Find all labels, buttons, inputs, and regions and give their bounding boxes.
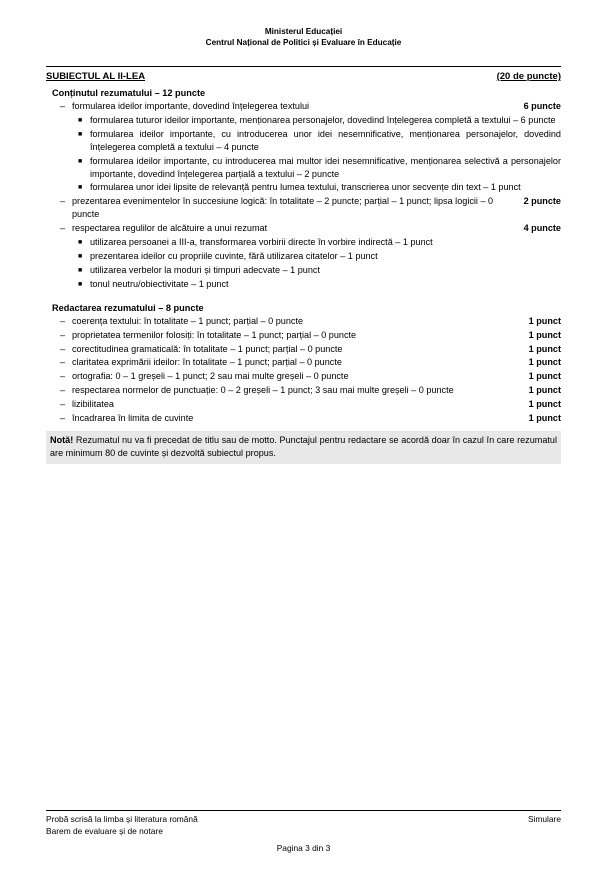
dash-marker: – <box>60 385 66 396</box>
dash-marker: – <box>60 399 66 410</box>
dash-marker: – <box>60 315 66 326</box>
redaction-text: ortografia: 0 – 1 greșeli – 1 punct; 2 sau mai multe greșeli – 0 puncte <box>72 371 349 382</box>
criterion-text: prezentarea evenimentelor în succesiune logică: în totalitate – 2 puncte; parțial – 1 punct; lipsa logicii – 0 puncte <box>72 196 494 220</box>
sub-criterion-text: utilizarea verbelor la moduri și timpuri adecvate – 1 punct <box>90 264 320 275</box>
header-divider <box>46 66 561 67</box>
redaction-row <box>60 412 561 425</box>
redaction-row <box>60 356 561 369</box>
dash-marker: – <box>60 343 66 354</box>
note-label: Notă! <box>50 434 74 445</box>
subject-points: (20 de puncte) <box>496 71 561 82</box>
redaction-text: coerența textului: în totalitate – 1 punct; parțial – 0 puncte <box>72 315 304 326</box>
criterion-points: 4 puncte <box>523 223 561 234</box>
sub-criterion-text: formularea unor idei lipsite de relevanță pentru lumea textului, transcrierea unor secvențe din text – 1 punct <box>90 182 521 193</box>
sub-criterion-text: formularea tuturor ideilor importante, menționarea personajelor, dovedind înțelegerea completă a textului – 6 puncte <box>90 114 556 125</box>
redaction-points: 1 punct <box>528 329 561 340</box>
bullet-marker: ■ <box>78 184 83 192</box>
redaction-points: 1 punct <box>528 371 561 382</box>
criterion-item <box>60 195 561 221</box>
bullet-marker: ■ <box>78 116 83 124</box>
subject-heading <box>46 71 561 82</box>
redaction-points: 1 punct <box>528 399 561 410</box>
document-header <box>0 0 607 49</box>
redaction-row <box>60 343 561 356</box>
criterion-points: 2 puncte <box>523 196 561 207</box>
dash-marker: – <box>60 101 66 111</box>
redaction-points: 1 punct <box>528 357 561 368</box>
dash-marker: – <box>60 329 66 340</box>
section-redaction-title: Redactarea rezumatului – 8 puncte <box>52 302 204 313</box>
redaction-text: proprietatea termenilor folosiți: în totalitate – 1 punct; parțial – 0 puncte <box>72 329 357 340</box>
header-ministry: Ministerul Educației <box>264 27 343 36</box>
document-footer <box>46 810 561 853</box>
dash-marker: – <box>60 223 66 234</box>
redaction-text: încadrarea în limita de cuvinte <box>72 413 194 424</box>
note-box <box>46 431 561 464</box>
redaction-text: respectarea normelor de punctuație: 0 – 2 greșeli – 1 punct; 3 sau mai multe greșeli – 0 puncte <box>72 385 454 396</box>
dash-marker: – <box>60 196 66 207</box>
redaction-row <box>60 329 561 342</box>
header-center: Centrul Național de Politici și Evaluare în Educație <box>205 37 402 47</box>
dash-marker: – <box>60 357 66 368</box>
redaction-points: 1 punct <box>528 315 561 326</box>
bullet-marker: ■ <box>78 266 83 274</box>
criterion-item <box>60 222 561 235</box>
sub-criterion-text: formularea ideilor importante, cu introducerea mai multor idei nesemnificative, menționarea selectivă a personajelor importante, dovedind înțelegerea parțială a textului – 2 puncte <box>90 155 561 179</box>
dash-marker: – <box>60 413 66 424</box>
sub-criterion-item <box>78 181 561 194</box>
section-content-title: Conținutul rezumatului – 12 puncte <box>52 88 206 98</box>
page-number: Pagina 3 din 3 <box>276 843 331 853</box>
redaction-text: corectitudinea gramaticală: în totalitate – 1 punct; parțial – 0 puncte <box>72 343 343 354</box>
footer-session: Simulare <box>527 814 561 825</box>
sub-criterion-text: formularea ideilor importante, cu introducerea unor idei nesemnificative, menționarea personajelor, dovedind înțelegerea completă a textului – 4 puncte <box>90 128 561 152</box>
bullet-marker: ■ <box>78 252 83 260</box>
bullet-marker: ■ <box>78 239 83 247</box>
criterion-points: 6 puncte <box>523 101 561 111</box>
redaction-points: 1 punct <box>528 385 561 396</box>
bullet-marker: ■ <box>78 280 83 288</box>
criterion-text: respectarea regulilor de alcătuire a unui rezumat <box>72 223 268 234</box>
subject-title: SUBIECTUL AL II-LEA <box>46 71 146 82</box>
redaction-row <box>60 398 561 411</box>
redaction-text: lizibilitatea <box>72 399 114 410</box>
sub-criterion-item <box>78 128 561 154</box>
bullet-marker: ■ <box>78 130 83 138</box>
sub-criterion-item <box>78 250 561 263</box>
sub-criterion-text: utilizarea persoanei a III-a, transformarea vorbirii directe în vorbire indirectă – 1 punct <box>90 237 433 248</box>
bullet-marker: ■ <box>78 157 83 165</box>
dash-marker: – <box>60 371 66 382</box>
redaction-points: 1 punct <box>528 343 561 354</box>
redaction-row <box>60 384 561 397</box>
footer-exam-name: Probă scrisă la limba și literatura română <box>46 814 198 825</box>
redaction-row <box>60 315 561 328</box>
footer-doc-type: Barem de evaluare și de notare <box>46 825 163 836</box>
sub-criterion-item <box>78 114 561 127</box>
criterion-text: formularea ideilor importante, dovedind înțelegerea textului <box>72 101 310 111</box>
sub-criterion-text: tonul neutru/obiectivitate – 1 punct <box>90 278 229 289</box>
footer-divider <box>46 810 561 811</box>
redaction-points: 1 punct <box>528 413 561 424</box>
redaction-row <box>60 370 561 383</box>
sub-criterion-item <box>78 155 561 181</box>
document-content <box>46 66 561 464</box>
sub-criterion-item <box>78 264 561 277</box>
sub-criterion-item <box>78 236 561 249</box>
redaction-text: claritatea exprimării ideilor: în totalitate – 1 punct; parțial – 0 puncte <box>72 357 342 368</box>
note-text: Rezumatul nu va fi precedat de titlu sau de motto. Punctajul pentru redactare se acordă doar în cazul în care rezumatul are minimum 80 de cuvinte și dezvoltă subiectul propus. <box>50 434 557 459</box>
sub-criterion-text: prezentarea ideilor cu propriile cuvinte, fără utilizarea citatelor – 1 punct <box>90 250 378 261</box>
sub-criterion-item <box>78 278 561 291</box>
criterion-item <box>60 100 561 113</box>
